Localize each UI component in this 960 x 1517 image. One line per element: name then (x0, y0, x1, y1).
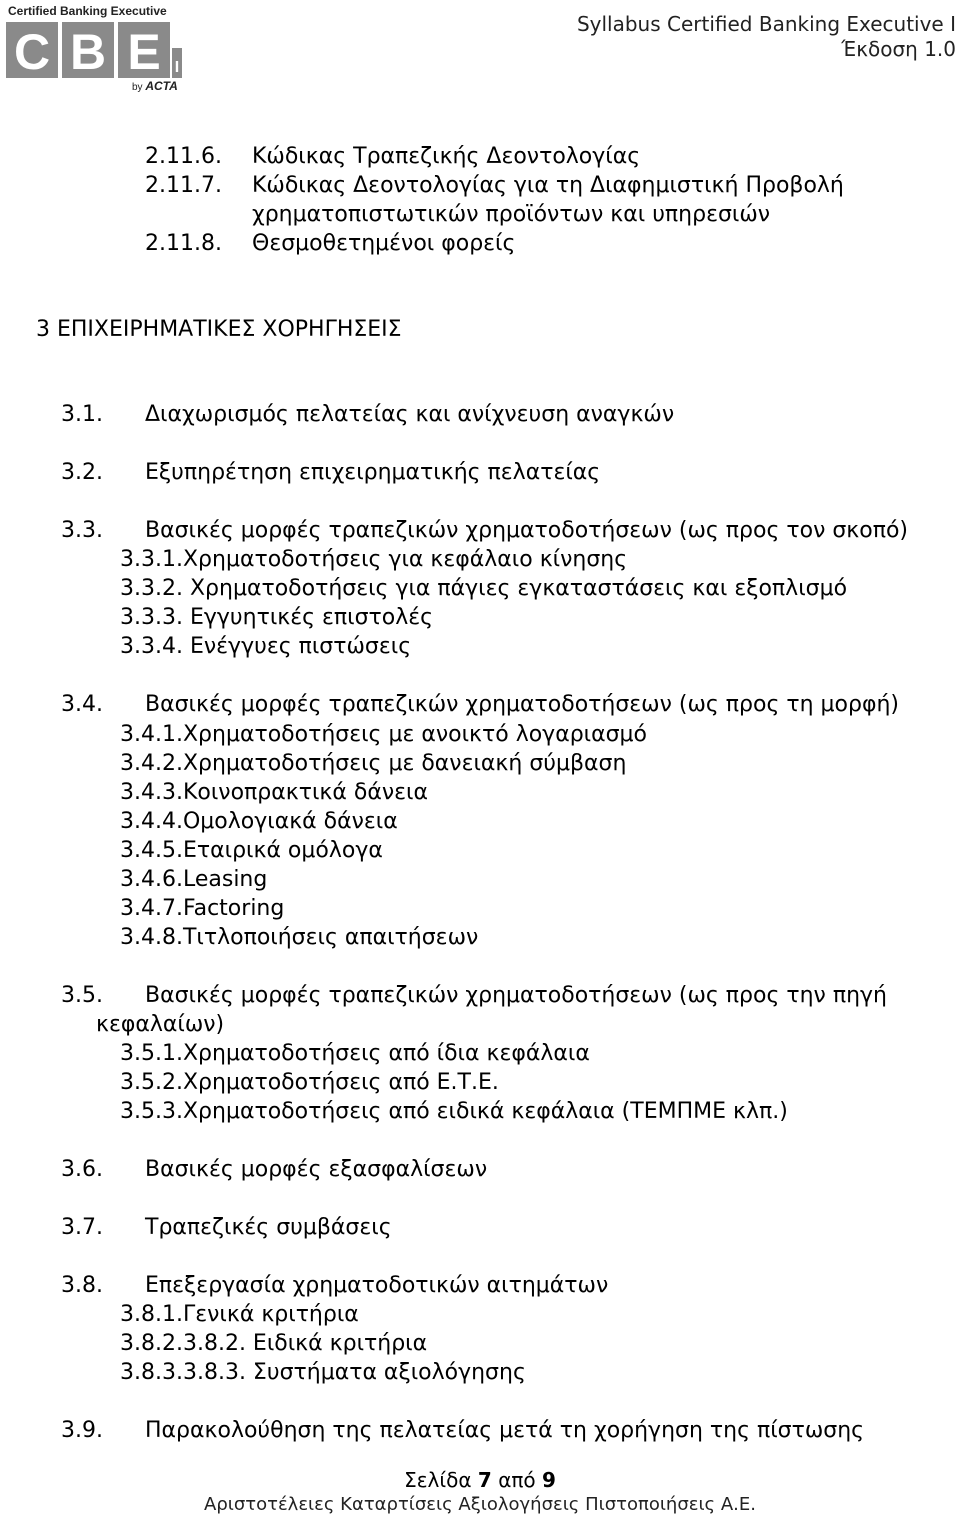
logo-suffix: I (174, 59, 180, 76)
toc-item-3-8-3: 3.8.3.3.8.3. Συστήματα αξιολόγησης (120, 1360, 526, 1385)
toc-item-3-8-1: 3.8.1.Γενικά κριτήρια (120, 1302, 359, 1327)
logo-by-acta (132, 79, 178, 93)
toc-item-3-3-3: 3.3.3. Εγγυητικές επιστολές (120, 605, 434, 630)
logo-letter-b: B (69, 24, 107, 80)
toc-item-3-4-5: 3.4.5.Εταιρικά ομόλογα (120, 838, 383, 863)
toc-item-3-3-4: 3.3.4. Ενέγγυες πιστώσεις (120, 634, 412, 659)
toc-section-3-5-cont: κεφαλαίων) (96, 1012, 225, 1037)
toc-item-3-5-1: 3.5.1.Χρηματοδοτήσεις από ίδια κεφάλαια (120, 1041, 590, 1066)
logo-letter-c: C (13, 24, 51, 80)
header-title: Syllabus Certified Banking Executive I (576, 12, 956, 36)
logo-top-text: Certified Banking Executive (8, 4, 167, 18)
toc-item-3-4-6: 3.4.6.Leasing (120, 867, 268, 892)
cbe-logo-mark (6, 22, 186, 82)
toc-item-3-5-2: 3.5.2.Χρηματοδοτήσεις από Ε.Τ.Ε. (120, 1070, 499, 1095)
header-version: Έκδοση 1.0 (841, 37, 956, 61)
logo-letter-e: E (127, 24, 161, 80)
toc-item-3-3-2: 3.3.2. Χρηματοδοτήσεις για πάγιες εγκαταστάσεις και εξοπλισμό (120, 576, 848, 601)
toc-item-3-4-8: 3.4.8.Τιτλοποιήσεις απαιτήσεων (120, 925, 479, 950)
logo-brand: ACTA (145, 79, 178, 93)
toc-item-3-4-1: 3.4.1.Χρηματοδοτήσεις με ανοικτό λογαριασμό (120, 722, 648, 747)
chapter-3-heading: 3 ΕΠΙΧΕΙΡΗΜΑΤΙΚΕΣ ΧΟΡΗΓΗΣΕΙΣ (36, 317, 402, 342)
toc-item-3-8-2: 3.8.2.3.8.2. Ειδικά κριτήρια (120, 1331, 428, 1356)
toc-item-3-5-3: 3.5.3.Χρηματοδοτήσεις από ειδικά κεφάλαια (ΤΕΜΠΜΕ κλπ.) (120, 1099, 788, 1124)
toc-item-3-3-1: 3.3.1.Χρηματοδοτήσεις για κεφάλαιο κίνησης (120, 547, 628, 572)
toc-item-3-4-2: 3.4.2.Χρηματοδοτήσεις με δανειακή σύμβαση (120, 751, 627, 776)
cbe-logo (0, 0, 190, 100)
logo-by: by (132, 82, 143, 93)
toc-item-3-4-3: 3.4.3.Κοινοπρακτικά δάνεια (120, 780, 428, 805)
toc-item-3-4-7: 3.4.7.Factoring (120, 896, 285, 921)
footer-company: Αριστοτέλειες Καταρτίσεις Αξιολογήσεις Πιστοποιήσεις Α.Ε. (204, 1494, 756, 1515)
toc-item-3-4-4: 3.4.4.Ομολογιακά δάνεια (120, 809, 398, 834)
page-number: Σελίδα 7 από 9 (404, 1468, 556, 1492)
